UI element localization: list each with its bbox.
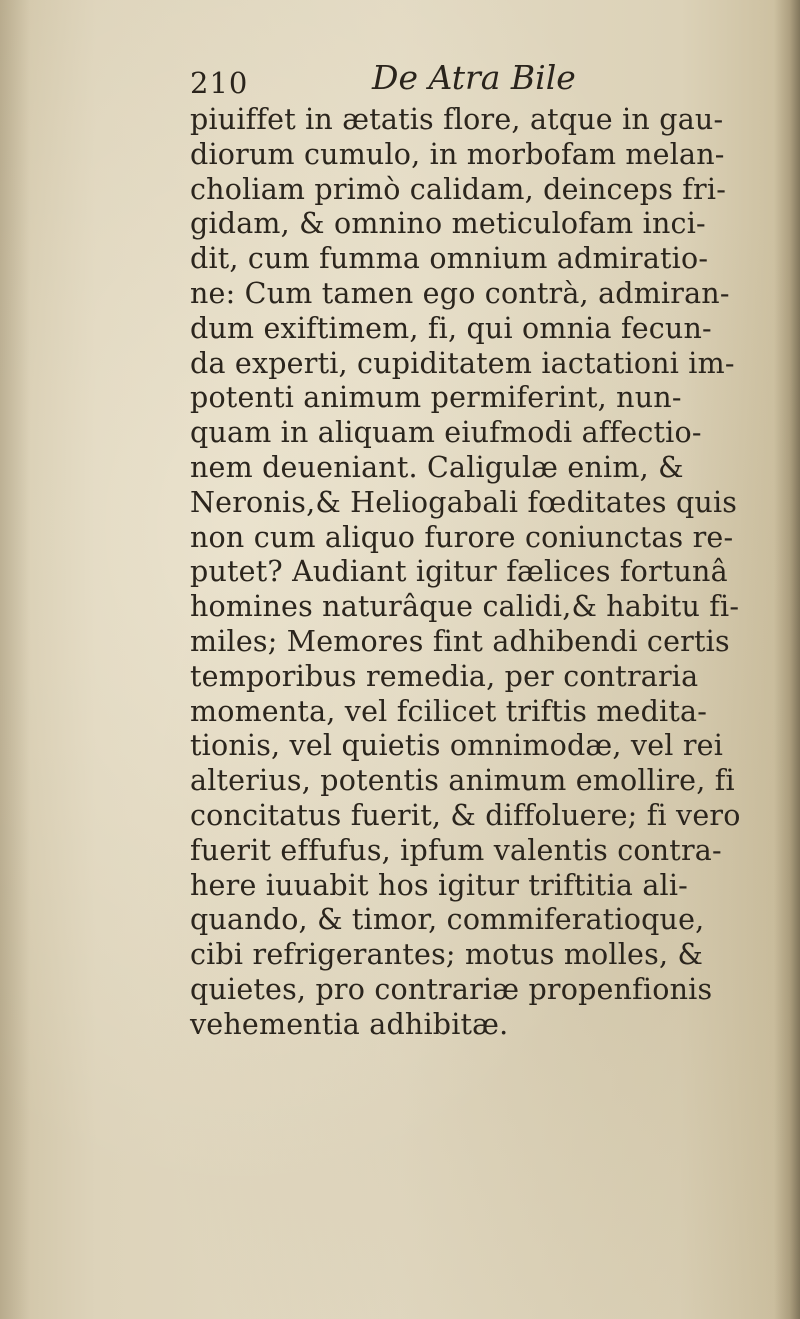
text-line: dum exiftimem, fi, qui omnia fecun-	[190, 311, 712, 345]
text-line: momenta, vel fcilicet triftis medita-	[190, 694, 708, 728]
text-line: non cum aliquo furore coniunctas re-	[190, 520, 734, 554]
text-line: vehementia adhibitæ.	[190, 1007, 509, 1041]
text-line: ne: Cum tamen ego contrà, admiran-	[190, 276, 730, 310]
text-line: here iuuabit hos igitur triftitia ali-	[190, 868, 689, 902]
text-line: miles; Memores fint adhibendi certis	[190, 624, 730, 658]
text-line: tionis, vel quietis omnimodæ, vel rei	[190, 729, 724, 763]
text-line: temporibus remedia, per contraria	[190, 659, 699, 693]
text-line: putet? Audiant igitur fælices fortunâ	[190, 555, 728, 589]
text-line: diorum cumulo, in morbofam melan-	[190, 137, 725, 171]
text-line: homines naturâque calidi,& habitu fi-	[190, 590, 740, 624]
text-line: Neronis,& Heliogabali fœditates quis	[190, 485, 738, 519]
text-line: nem deueniant. Caligulæ enim, &	[190, 450, 684, 484]
page-left-shadow	[0, 0, 30, 1319]
text-line: concitatus fuerit, & diffoluere; fi vero	[190, 798, 741, 832]
page-number: 210	[190, 66, 249, 100]
text-line: da experti, cupiditatem iactationi im-	[190, 346, 735, 380]
text-line: potenti animum permiferint, nun-	[190, 381, 682, 415]
text-line: fuerit effufus, ipfum valentis contra-	[190, 833, 722, 867]
page-binding-shadow	[774, 0, 800, 1319]
running-title: De Atra Bile	[372, 58, 576, 97]
body-text	[190, 103, 770, 1043]
page-header	[190, 58, 750, 102]
text-line: quando, & timor, commiferatioque,	[190, 903, 705, 937]
text-line: alterius, potentis animum emollire, fi	[190, 764, 735, 798]
text-line: dit, cum fumma omnium admiratio-	[190, 242, 709, 276]
text-line: choliam primò calidam, deinceps fri-	[190, 172, 727, 206]
text-line: quietes, pro contrariæ propenfionis	[190, 972, 713, 1006]
text-line: gidam, & omnino meticulofam inci-	[190, 207, 706, 241]
text-line: piuiffet in ætatis flore, atque in gau-	[190, 103, 724, 136]
text-line: cibi refrigerantes; motus molles, &	[190, 938, 704, 972]
text-line: quam in aliquam eiufmodi affectio-	[190, 416, 702, 450]
